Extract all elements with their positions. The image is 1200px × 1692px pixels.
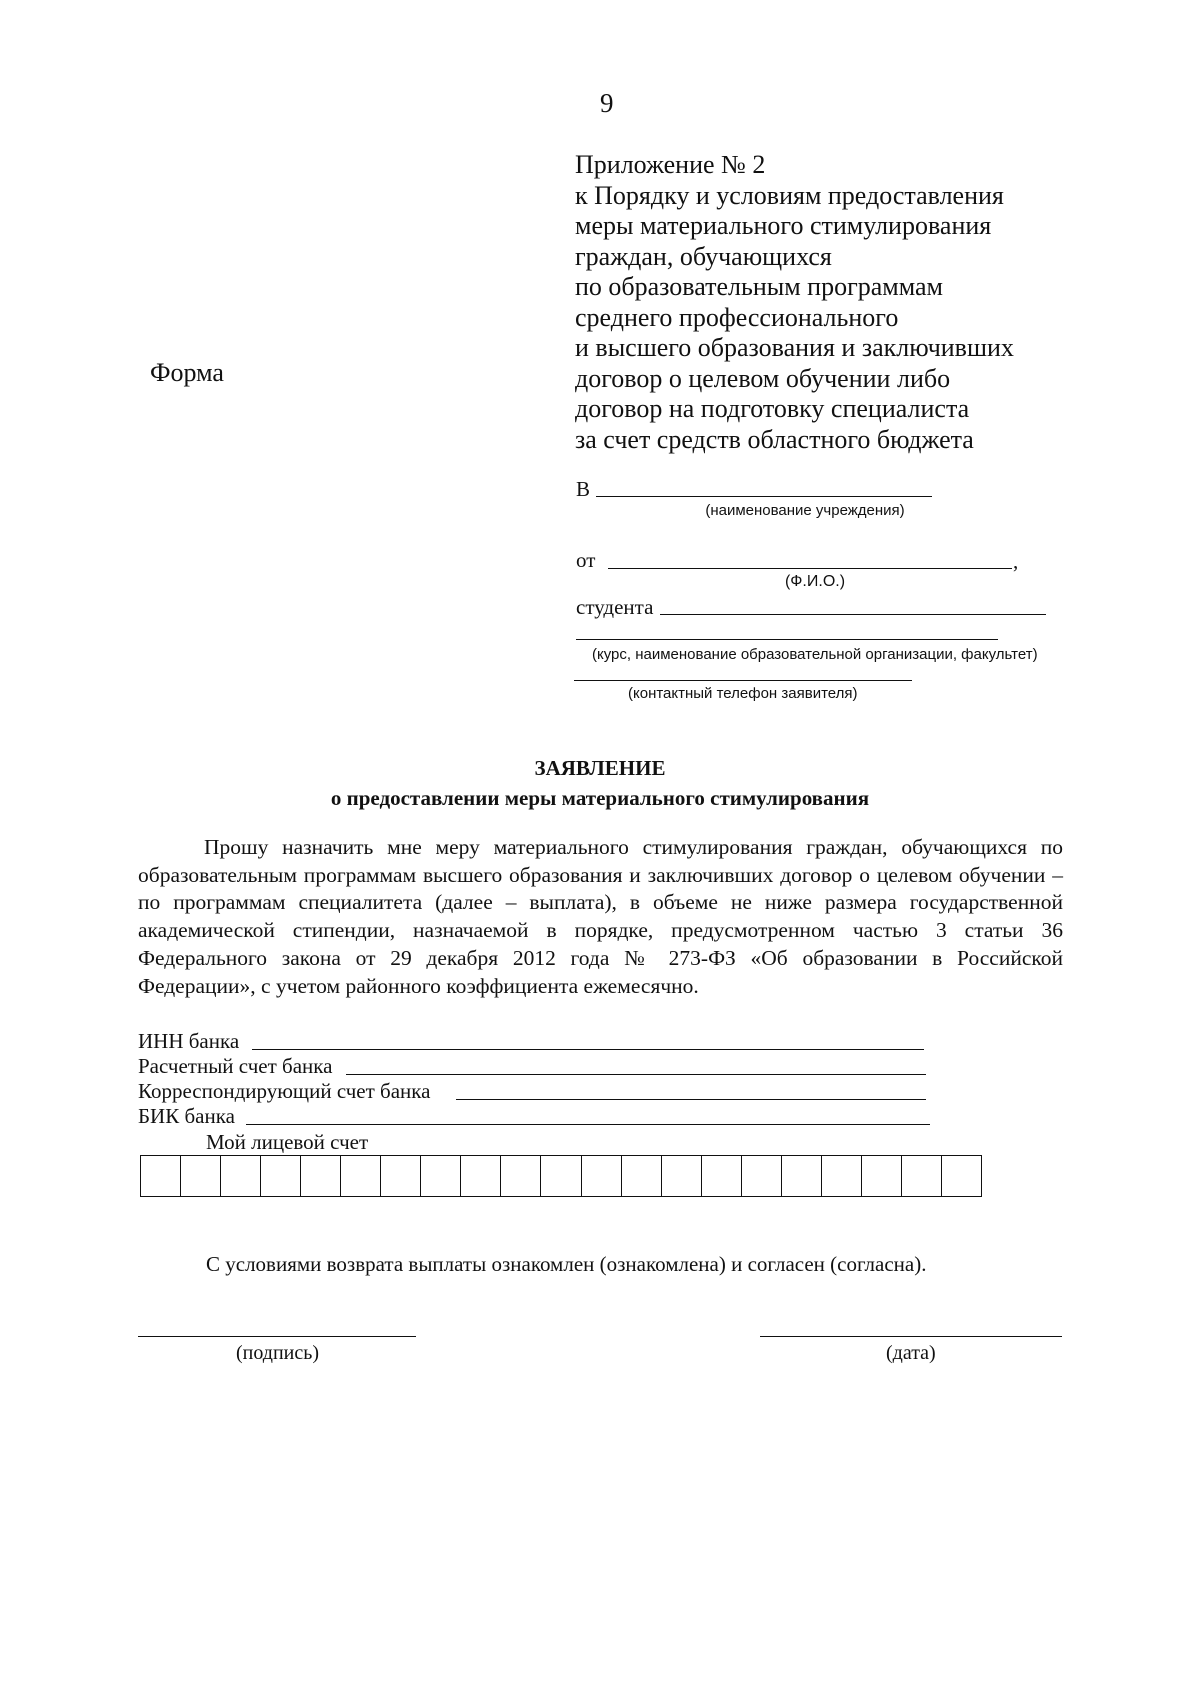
signature-caption: (подпись)	[236, 1342, 320, 1364]
corr-account-label: Корреспондирующий счет банка	[138, 1079, 431, 1103]
appendix-line: меры материального стимулирования	[575, 211, 992, 240]
account-field[interactable]	[346, 1074, 926, 1075]
corr-account-field[interactable]	[456, 1099, 926, 1100]
phone-caption: (контактный телефон заявителя)	[628, 685, 858, 702]
account-digit-cell[interactable]	[221, 1156, 261, 1196]
account-digit-cell[interactable]	[662, 1156, 702, 1196]
date-field[interactable]	[760, 1336, 1062, 1337]
account-digit-cell[interactable]	[261, 1156, 301, 1196]
account-digit-cell[interactable]	[181, 1156, 221, 1196]
fio-caption: (Ф.И.О.)	[784, 573, 846, 590]
course-caption: (курс, наименование образовательной организации, факультет)	[592, 646, 1038, 663]
institution-field[interactable]	[596, 496, 932, 497]
student-label: студента	[576, 595, 654, 619]
appendix-line: и высшего образования и заключивших	[575, 333, 1014, 362]
inn-label: ИНН банка	[138, 1029, 240, 1053]
account-digit-cell[interactable]	[421, 1156, 461, 1196]
document-subtitle: о предоставлении меры материального стимулирования	[330, 786, 870, 810]
account-digit-cell[interactable]	[301, 1156, 341, 1196]
fio-field[interactable]	[608, 568, 1012, 569]
appendix-line: договор на подготовку специалиста	[575, 394, 970, 423]
phone-field[interactable]	[574, 680, 912, 681]
account-digit-cell[interactable]	[622, 1156, 662, 1196]
account-digit-cell[interactable]	[822, 1156, 862, 1196]
appendix-line: Приложение № 2	[575, 150, 766, 179]
account-digit-cell[interactable]	[902, 1156, 942, 1196]
date-caption: (дата)	[886, 1342, 936, 1364]
account-digit-cell[interactable]	[381, 1156, 421, 1196]
student-field[interactable]	[660, 614, 1046, 615]
to-prefix: В	[576, 477, 591, 501]
account-digit-cell[interactable]	[341, 1156, 381, 1196]
bik-label: БИК банка	[138, 1104, 235, 1128]
agreement-text: С условиями возврата выплаты ознакомлен (ознакомлена) и согласен (согласна).	[206, 1252, 927, 1276]
account-digit-cell[interactable]	[501, 1156, 541, 1196]
appendix-line: договор о целевом обучении либо	[575, 363, 951, 393]
personal-account-grid[interactable]	[140, 1155, 982, 1197]
application-body: Прошу назначить мне меру материального стимулирования граждан, обучающихся по образовательным программам высшего образования и заключивших договор о целевом обучении – по программам специалитета (далее – выплата), в объеме не ниже размера государственной академической стипендии, назначаемой в порядке, предусмотренном частью 3 статьи 36 Федерального закона от 29 декабря 2012 года № 273-ФЗ «Об образовании в Российской Федерации», с учетом районного коэффициента ежемесячно.	[138, 835, 1063, 998]
bik-field[interactable]	[246, 1124, 930, 1125]
document-title: ЗАЯВЛЕНИЕ	[534, 756, 666, 780]
signature-field[interactable]	[138, 1336, 416, 1337]
account-digit-cell[interactable]	[141, 1156, 181, 1196]
page-number: 9	[600, 88, 614, 118]
account-digit-cell[interactable]	[541, 1156, 581, 1196]
form-label: Форма	[150, 358, 224, 387]
account-label: Расчетный счет банка	[138, 1054, 333, 1078]
from-prefix: от	[576, 548, 596, 572]
account-digit-cell[interactable]	[702, 1156, 742, 1196]
account-digit-cell[interactable]	[582, 1156, 622, 1196]
appendix-line: к Порядку и условиям предоставления	[575, 180, 1004, 210]
institution-caption: (наименование учреждения)	[705, 502, 905, 519]
account-digit-cell[interactable]	[862, 1156, 902, 1196]
appendix-header	[575, 150, 1014, 455]
appendix-line: по образовательным программам	[575, 272, 944, 301]
from-suffix: ,	[1013, 549, 1019, 573]
appendix-line: граждан, обучающихся	[575, 241, 832, 271]
account-digit-cell[interactable]	[461, 1156, 501, 1196]
account-digit-cell[interactable]	[742, 1156, 782, 1196]
inn-field[interactable]	[252, 1049, 924, 1050]
personal-account-label: Мой лицевой счет	[206, 1130, 369, 1154]
account-digit-cell[interactable]	[942, 1156, 981, 1196]
course-field[interactable]	[576, 639, 998, 640]
appendix-line: за счет средств областного бюджета	[575, 424, 974, 454]
appendix-line: среднего профессионального	[575, 302, 899, 332]
account-digit-cell[interactable]	[782, 1156, 822, 1196]
